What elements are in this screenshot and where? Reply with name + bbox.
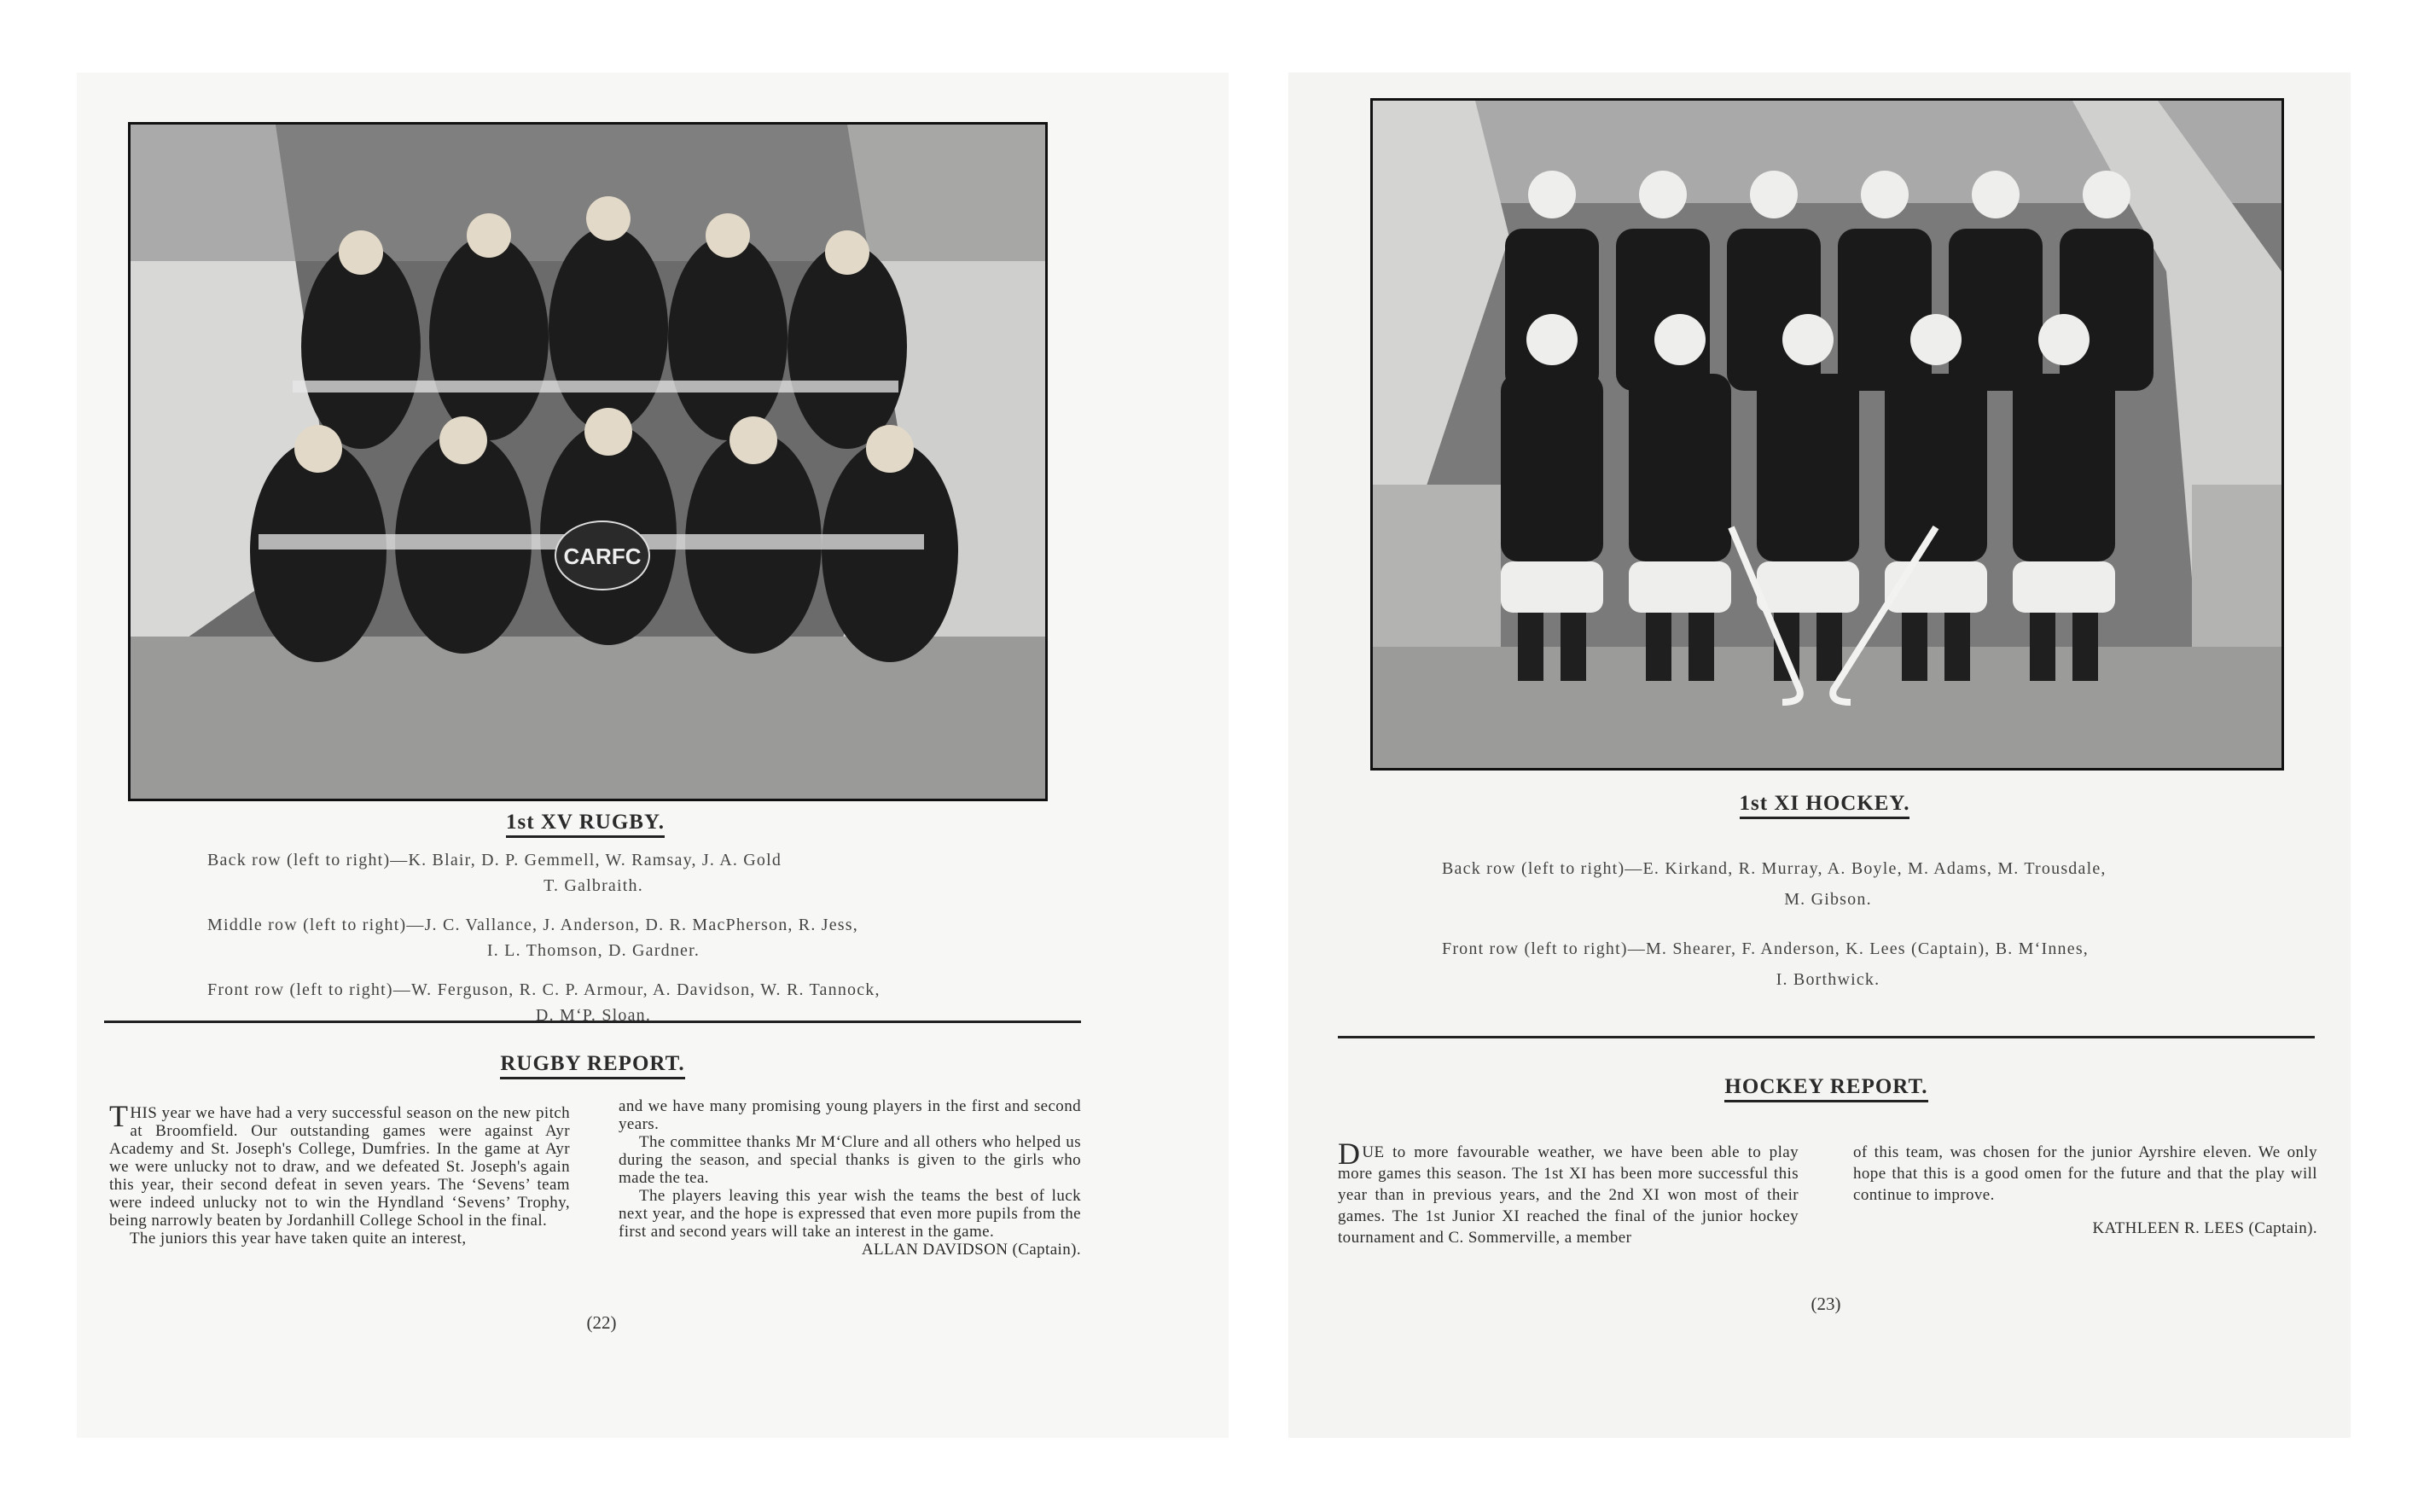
rugby-report-title — [104, 1052, 1081, 1076]
hockey-report-title-text: HOCKEY REPORT. — [1724, 1075, 1927, 1102]
hockey-title-text: 1st XI HOCKEY. — [1740, 792, 1910, 819]
hockey-dropcap: D — [1338, 1137, 1361, 1171]
rugby-middle-row-line1: Middle row (left to right)—J. C. Vallance, J. Anderson, D. R. MacPherson, R. Jess, — [207, 916, 858, 934]
hockey-front-row-line1: Front row (left to right)—M. Shearer, F. Anderson, K. Lees (Captain), B. M‘Innes, — [1442, 939, 2090, 958]
rugby-title-text: 1st XV RUGBY. — [506, 811, 665, 838]
rugby-report-signature: ALLAN DAVIDSON (Captain). — [861, 1241, 1081, 1259]
rugby-divider — [104, 1021, 1081, 1023]
rugby-report-para-5: The players leaving this year wish the teams the best of luck next year, and the hope is expressed that even more pupils from the first and second years will take an interest in the game. — [619, 1187, 1081, 1241]
hockey-caption — [1442, 853, 2214, 1009]
rugby-caption — [207, 847, 979, 1042]
rugby-report-column-1 — [109, 1099, 570, 1247]
hockey-front-row-line2: I. Borthwick. — [1776, 970, 1880, 989]
hockey-back-row-line1: Back row (left to right)—E. Kirkand, R. Murray, A. Boyle, M. Adams, M. Trousdale, — [1442, 859, 2107, 878]
hockey-report-title — [1338, 1075, 2315, 1099]
hockey-report-signature: KATHLEEN R. LEES (Captain). — [2092, 1219, 2317, 1237]
hockey-report-para-2: of this team, was chosen for the junior Ayrshire eleven. We only hope that this is a good omen for the future and that the play will continue to improve. — [1853, 1143, 2317, 1204]
rugby-front-row-line1: Front row (left to right)—W. Ferguson, R. C. P. Armour, A. Davidson, W. R. Tannock, — [207, 980, 881, 999]
rugby-photo-title — [128, 811, 1043, 835]
rugby-front-row-line2: D. M‘P. Sloan. — [535, 1006, 652, 1025]
rugby-report-title-text: RUGBY REPORT. — [500, 1052, 684, 1079]
rugby-dropcap: T — [109, 1099, 129, 1133]
rugby-back-row-line2: T. Galbraith. — [543, 876, 643, 895]
rugby-report-para-1: HIS year we have had a very successful season on the new pitch at Broomfield. Our outstanding games were against Ayr Academy and St. Joseph's College, Dumfries. In the game at Ayr we were unlucky not to draw, and we defeated St. Joseph's again this year, their second defeat in seven years. The ‘Sevens’ team were indeed unlucky not to win the Hyndland ‘Sevens’ Trophy, being narrowly beaten by Jordanhill College School in the final. — [109, 1104, 570, 1230]
rugby-team-photo — [128, 122, 1048, 801]
rugby-back-row-line1: Back row (left to right)—K. Blair, D. P. Gemmell, W. Ramsay, J. A. Gold — [207, 851, 782, 869]
page-number-22: (22) — [586, 1312, 617, 1333]
hockey-report-column-2 — [1853, 1142, 2317, 1239]
hockey-photo-title — [1370, 792, 2279, 816]
hockey-report-column-1 — [1338, 1137, 1799, 1248]
rugby-report-para-4: The committee thanks Mr M‘Clure and all others who helped us during the season, and special thanks is given to the girls who made the tea. — [619, 1133, 1081, 1187]
hockey-report-para-1: UE to more favourable weather, we have been able to play more games this season. The 1st XI has been more successful this year than in previous years, and the 2nd XI won most of their games. The 1st Junior XI reached the final of the junior hockey tournament and C. Sommerville, a member — [1338, 1143, 1799, 1247]
hockey-photo-image — [1373, 101, 2281, 768]
rugby-ball-label: CARFC — [563, 544, 642, 569]
page-number-23: (23) — [1811, 1294, 1841, 1314]
rugby-middle-row-line2: I. L. Thomson, D. Gardner. — [486, 941, 700, 960]
hockey-divider — [1338, 1036, 2315, 1038]
rugby-photo-image — [131, 125, 1045, 799]
hockey-back-row-line2: M. Gibson. — [1784, 890, 1872, 909]
rugby-report-column-2 — [619, 1097, 1081, 1259]
hockey-team-photo — [1370, 98, 2284, 771]
rugby-report-para-2: The juniors this year have taken quite an interest, — [130, 1230, 467, 1247]
rugby-report-para-3: and we have many promising young players in the first and second years. — [619, 1097, 1081, 1133]
